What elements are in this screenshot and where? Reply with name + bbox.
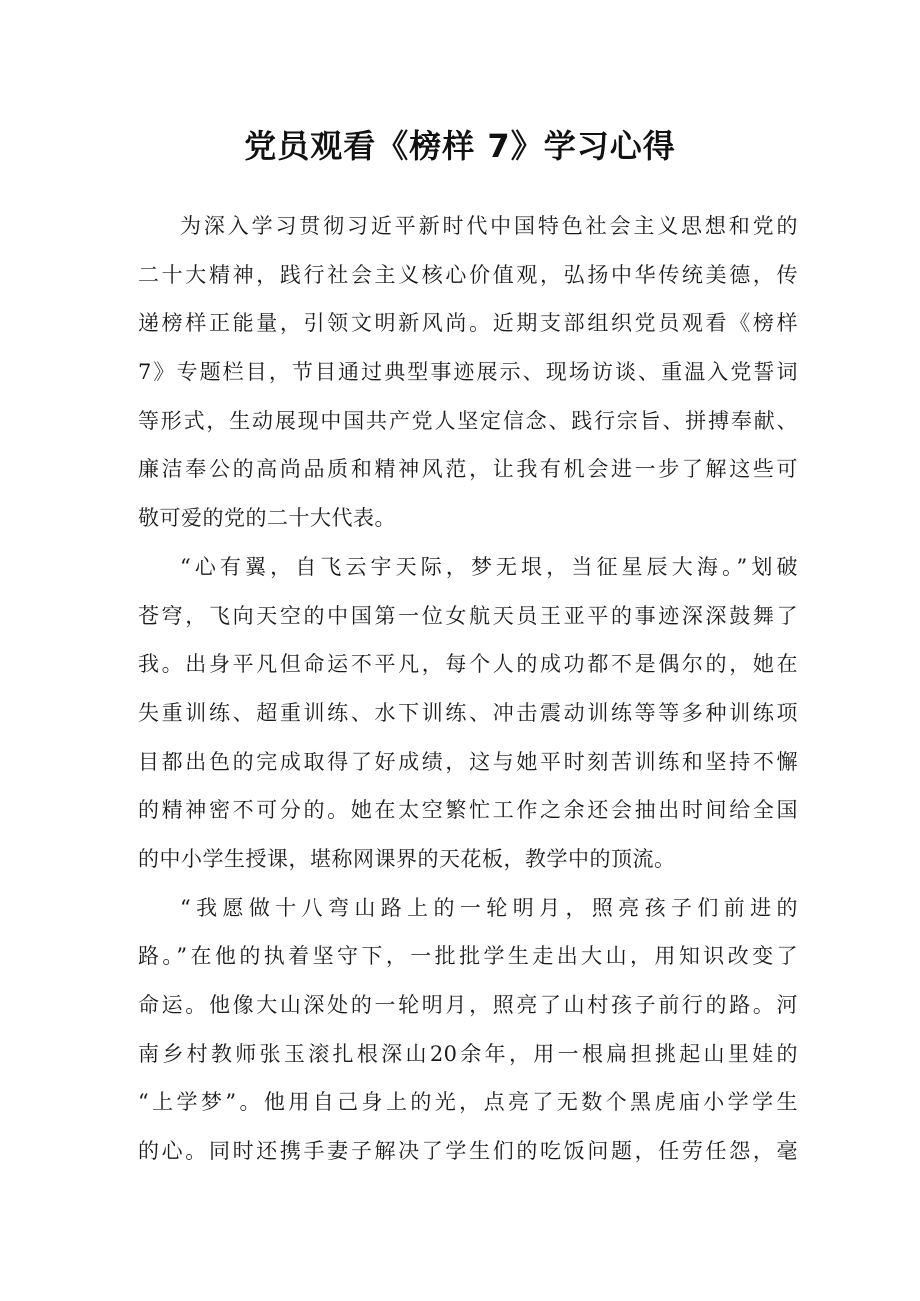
- paragraph-3-line-3: 命运。他像大山深处的一轮明月，照亮了山村孩子前行的路。河: [138, 993, 798, 1017]
- paragraph-2-line-5: 目都出色的完成取得了好成绩，这与她平时刻苦训练和坚持不懈: [138, 749, 798, 774]
- paragraph-2-line-6: 的精神密不可分的。她在太空繁忙工作之余还会抽出时间给全国: [138, 798, 798, 823]
- paragraph-1-line-4: 7》专题栏目，节目通过典型事迹展示、现场访谈、重温入党誓词: [138, 360, 798, 385]
- paragraph-1-line-5: 等形式，生动展现中国共产党人坚定信念、践行宗旨、拼搏奉献、: [138, 408, 798, 433]
- paragraph-3-line-4: 南乡村教师张玉滚扎根深山20余年，用一根扁担挑起山里娃的: [138, 1041, 798, 1066]
- paragraph-3-line-1: “我愿做十八弯山路上的一轮明月，照亮孩子们前进的: [180, 895, 798, 920]
- paragraph-1-line-1: 为深入学习贯彻习近平新时代中国特色社会主义思想和党的: [180, 214, 798, 238]
- paragraph-3-line-6: 的心。同时还携手妻子解决了学生们的吃饭问题，任劳任怨，毫: [138, 1139, 798, 1164]
- document-body: [138, 202, 798, 1176]
- paragraph-1-line-6: 廉洁奉公的高尚品质和精神风范，让我有机会进一步了解这些可: [138, 457, 798, 482]
- paragraph-2-line-2: 苍穹，飞向天空的中国第一位女航天员王亚平的事迹深深鼓舞了: [138, 603, 798, 628]
- document-title: 党员观看《榜样 7》学习心得: [244, 127, 676, 165]
- paragraph-3-line-5: “上学梦”。他用自己身上的光，点亮了无数个黑虎庙小学学生: [138, 1090, 798, 1115]
- paragraph-2-line-1: “心有翼，自飞云宇天际，梦无垠，当征星辰大海。”划破: [180, 554, 798, 579]
- paragraph-1-line-7: 敬可爱的党的二十大代表。: [138, 506, 396, 531]
- paragraph-2-line-7: 的中小学生授课，堪称网课界的天花板，教学中的顶流。: [138, 846, 676, 871]
- paragraph-1-line-3: 递榜样正能量，引领文明新风尚。近期支部组织党员观看《榜样: [138, 311, 798, 336]
- paragraph-2-line-3: 我。出身平凡但命运不平凡，每个人的成功都不是偶尔的，她在: [138, 652, 798, 677]
- paragraph-2-line-4: 失重训练、超重训练、水下训练、冲击震动训练等等多种训练项: [138, 700, 798, 725]
- paragraph-3-line-2: 路。”在他的执着坚守下，一批批学生走出大山，用知识改变了: [138, 944, 798, 969]
- paragraph-1-line-2: 二十大精神，践行社会主义核心价值观，弘扬中华传统美德，传: [138, 262, 798, 287]
